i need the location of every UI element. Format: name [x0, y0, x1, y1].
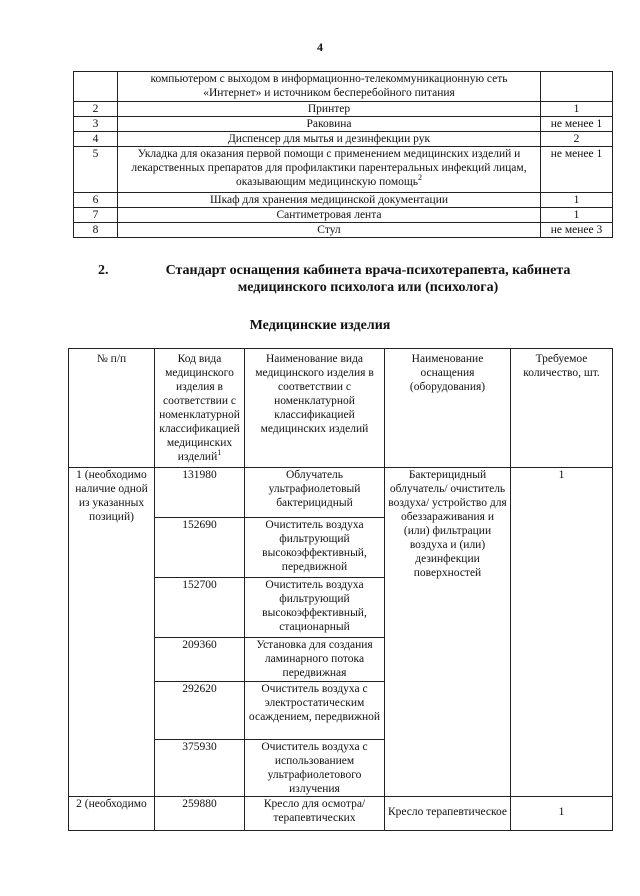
table-row: [74, 132, 613, 147]
page-number: 4: [317, 40, 323, 54]
device-name: Установка для создания ламинарного потока передвижная: [245, 638, 385, 682]
row-quantity: 2: [541, 132, 613, 147]
table-row: [74, 147, 613, 193]
table-row: [74, 223, 613, 238]
row-name-text: Принтер: [307, 103, 351, 115]
device-code: 259880: [155, 797, 245, 831]
section-title: Стандарт оснащения кабинета врача-психотерапевта, кабинета медицинского психолога или (психолога): [165, 263, 571, 295]
row-name: [118, 102, 541, 117]
footnote-ref: 2: [417, 173, 422, 183]
row-quantity: [541, 72, 613, 102]
section-number: 2.: [98, 263, 109, 278]
device-code: 152700: [155, 578, 245, 638]
row-name-text: Диспенсер для мытья и дезинфекции рук: [227, 133, 431, 145]
row-number: 2: [74, 102, 118, 117]
table-row: [69, 797, 613, 831]
row-number: 7: [74, 208, 118, 223]
row-name: [118, 193, 541, 208]
row-name-text: Сантиметровая лента: [276, 209, 382, 221]
equipment-name: Кресло терапевтическое: [385, 797, 511, 831]
row-number: 3: [74, 117, 118, 132]
row-quantity: не менее 1: [541, 117, 613, 132]
header-code: [155, 349, 245, 468]
group-number: 1 (необходимо наличие одной из указанных позиций): [69, 468, 155, 797]
row-number: 5: [74, 147, 118, 193]
row-number: 8: [74, 223, 118, 238]
table-row: [74, 102, 613, 117]
equipment-table-continued: [73, 71, 613, 238]
device-code: 152690: [155, 518, 245, 578]
section-heading: [100, 262, 610, 296]
row-name: [118, 72, 541, 102]
footnote-ref: 1: [217, 448, 222, 458]
header-number: № п/п: [69, 349, 155, 468]
device-name: Очиститель воздуха фильтрующий высокоэффективный, передвижной: [245, 518, 385, 578]
device-code: 131980: [155, 468, 245, 518]
table-row: [69, 468, 613, 518]
row-name: [118, 132, 541, 147]
group-number: 2 (необходимо: [69, 797, 155, 831]
header-code-text: Код вида медицинского изделия в соответствии с номенклатурной классификацией медицинских изделий: [159, 353, 240, 463]
row-number: 6: [74, 193, 118, 208]
row-quantity: не менее 1: [541, 147, 613, 193]
device-name: Облучатель ультрафиолетовый бактерицидный: [245, 468, 385, 518]
row-name-text: компьютером с выходом в информационно-телекоммуникационную сеть «Интернет» и источником бесперебойного питания: [150, 73, 508, 99]
row-quantity: 1: [541, 208, 613, 223]
table-row: [74, 117, 613, 132]
table-row: [74, 193, 613, 208]
row-name: [118, 223, 541, 238]
device-name: Кресло для осмотра/ терапевтических: [245, 797, 385, 831]
row-name-text: Стул: [317, 224, 341, 236]
row-name-text: Раковина: [306, 118, 352, 130]
header-equipment: Наименование оснащения (оборудования): [385, 349, 511, 468]
device-name: Очиститель воздуха с электростатическим осаждением, передвижной: [245, 682, 385, 740]
table-row: [74, 72, 613, 102]
row-name: [118, 117, 541, 132]
header-quantity: Требуемое количество, шт.: [511, 349, 613, 468]
row-quantity: 1: [541, 102, 613, 117]
table-row: [74, 208, 613, 223]
subsection-title: Медицинские изделия: [249, 318, 391, 333]
row-quantity: 1: [541, 193, 613, 208]
row-quantity: не менее 3: [541, 223, 613, 238]
row-name: [118, 208, 541, 223]
row-name-text: Шкаф для хранения медицинской документации: [209, 194, 448, 206]
row-number: [74, 72, 118, 102]
required-quantity: 1: [511, 468, 613, 797]
device-code: 292620: [155, 682, 245, 740]
device-code: 209360: [155, 638, 245, 682]
table-header-row: [69, 349, 613, 468]
device-name: Очиститель воздуха фильтрующий высокоэффективный, стационарный: [245, 578, 385, 638]
row-name: [118, 147, 541, 193]
row-number: 4: [74, 132, 118, 147]
medical-devices-table: [68, 348, 613, 831]
row-name-text: Укладка для оказания первой помощи с применением медицинских изделий и лекарственных препаратов для профилактики парентеральных инфекций лицам, оказывающим медицинскую помощь: [131, 148, 527, 188]
device-name: Очиститель воздуха с использованием ультрафиолетового излучения: [245, 740, 385, 797]
device-code: 375930: [155, 740, 245, 797]
equipment-name: Бактерицидный облучатель/ очиститель воздуха/ устройство для обеззараживания и (или) фильтрации воздуха и (или) дезинфекции поверхностей: [385, 468, 511, 797]
required-quantity: 1: [511, 797, 613, 831]
header-device-name: Наименование вида медицинского изделия в соответствии с номенклатурной классификацией медицинских изделий: [245, 349, 385, 468]
